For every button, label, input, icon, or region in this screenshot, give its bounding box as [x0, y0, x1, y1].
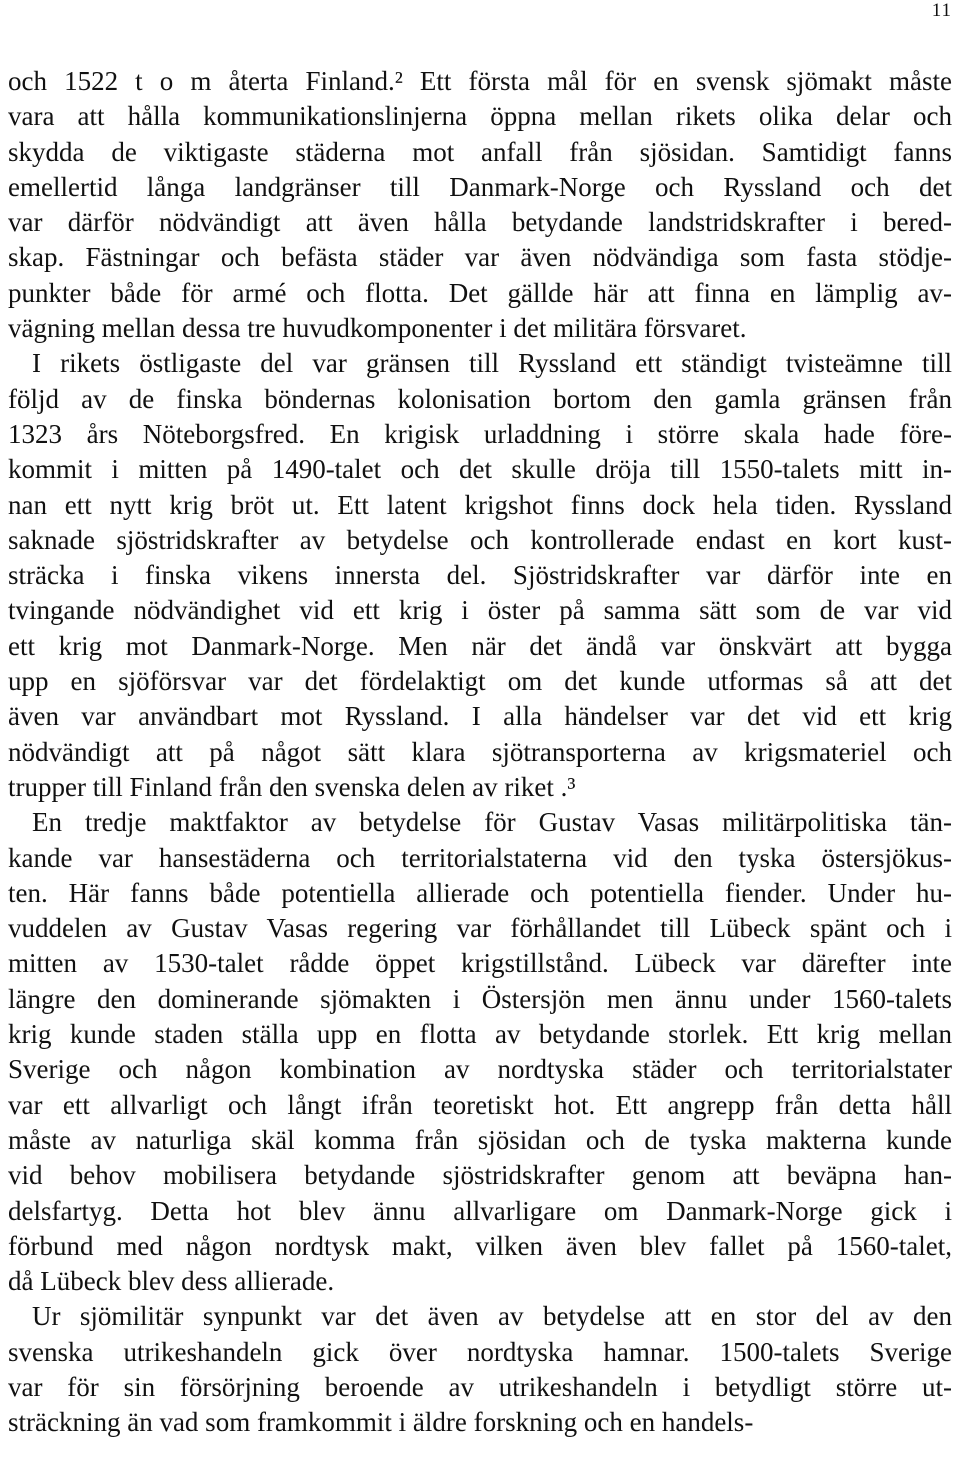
text-line: skap. Fästningar och befästa städer var även nödvändiga som fasta stödje-: [8, 242, 952, 273]
text-line: punkter både för armé och flotta. Det gällde här att finna en lämplig av-: [8, 277, 952, 308]
text-line: svenska utrikeshandeln gick över nordtyska hamnar. 1500-talets Sverige: [8, 1336, 952, 1367]
text-line: sträcka i finska vikens innersta del. Sjöstridskrafter var därför inte en: [8, 560, 952, 591]
text-line: längre den dominerande sjömakten i Östersjön men ännu under 1560-talets: [8, 983, 952, 1014]
paragraph: [8, 805, 952, 1299]
text-line: sträckning än vad som framkommit i äldre forskning och en handels-: [8, 1407, 754, 1438]
text-line: vid behov mobilisera betydande sjöstridskrafter genom att beväpna han-: [8, 1160, 952, 1191]
text-line: Ur sjömilitär synpunkt var det även av betydelse att en stor del av den: [32, 1301, 952, 1332]
text-line: mitten av 1530-talet rådde öppet krigstillstånd. Lübeck var därefter inte: [8, 948, 952, 979]
text-line: ett krig mot Danmark-Norge. Men när det ändå var önskvärt att bygga: [8, 630, 952, 661]
text-line: måste av naturliga skäl komma från sjösidan och de tyska makterna kunde: [8, 1124, 952, 1155]
body-text: [8, 64, 952, 1441]
text-line: förbund med någon nordtysk makt, vilken även blev fallet på 1560-talet,: [8, 1230, 952, 1261]
text-line: delsfartyg. Detta hot blev ännu allvarligare om Danmark-Norge gick i: [8, 1195, 952, 1226]
text-line: I rikets östligaste del var gränsen till Ryssland ett ständigt tvisteämne till: [32, 348, 952, 379]
text-line: vuddelen av Gustav Vasas regering var förhållandet till Lübeck spänt och i: [8, 913, 952, 944]
paragraph: [8, 1299, 952, 1440]
text-line: Sverige och någon kombination av nordtyska städer och territorialstater: [8, 1054, 952, 1085]
text-line: saknade sjöstridskrafter av betydelse och kontrollerade endast en kort kust-: [8, 524, 952, 555]
text-line: trupper till Finland från den svenska delen av riket .³: [8, 771, 576, 802]
text-line: även var användbart mot Ryssland. I alla händelser var det vid ett krig: [8, 701, 952, 732]
text-line: upp en sjöförsvar var det fördelaktigt om det kunde utformas så att det: [8, 666, 952, 697]
text-line: ten. Här fanns både potentiella allierade och potentiella fiender. Under hu-: [8, 877, 952, 908]
text-line: var för sin försörjning beroende av utrikeshandeln i betydligt större ut-: [8, 1371, 952, 1402]
text-line: krig kunde staden ställa upp en flotta av betydande storlek. Ett krig mellan: [8, 1019, 952, 1050]
text-line: då Lübeck blev dess allierade.: [8, 1266, 335, 1297]
text-line: nödvändigt att på något sätt klara sjötransporterna av krigsmateriel och: [8, 736, 952, 767]
text-line: var ett allvarligt och långt ifrån teoretiskt hot. Ett angrepp från detta håll: [8, 1089, 952, 1120]
text-line: och 1522 t o m återta Finland.² Ett första mål för en svensk sjömakt måste: [8, 66, 952, 96]
text-line: skydda de viktigaste städerna mot anfall från sjösidan. Samtidigt fanns: [8, 136, 952, 167]
text-line: kommit i mitten på 1490-talet och det skulle dröja till 1550-talets mitt in-: [8, 454, 952, 485]
text-line: var därför nödvändigt att även hålla betydande landstridskrafter i bered-: [8, 207, 952, 238]
paragraph: [8, 64, 952, 346]
paragraph: [8, 346, 952, 805]
text-line: vara att hålla kommunikationslinjerna öppna mellan rikets olika delar och: [8, 101, 952, 132]
text-line: följd av de finska böndernas kolonisation bortom den gamla gränsen från: [8, 383, 952, 414]
text-line: kande var hansestäderna och territorialstaterna vid den tyska östersjökus-: [8, 842, 952, 873]
text-line: emellertid långa landgränser till Danmark-Norge och Ryssland och det: [8, 171, 952, 202]
page-number: 11: [931, 0, 952, 21]
text-line: tvingande nödvändighet vid ett krig i öster på samma sätt som de var vid: [8, 595, 952, 626]
text-line: vägning mellan dessa tre huvudkomponenter i det militära försvaret.: [8, 313, 747, 344]
text-line: 1323 års Nöteborgsfred. En krigisk urladdning i större skala hade före-: [8, 418, 952, 449]
text-line: En tredje maktfaktor av betydelse för Gustav Vasas militärpolitiska tän-: [32, 807, 952, 838]
text-line: nan ett nytt krig bröt ut. Ett latent krigshot finns dock hela tiden. Ryssland: [8, 489, 952, 520]
